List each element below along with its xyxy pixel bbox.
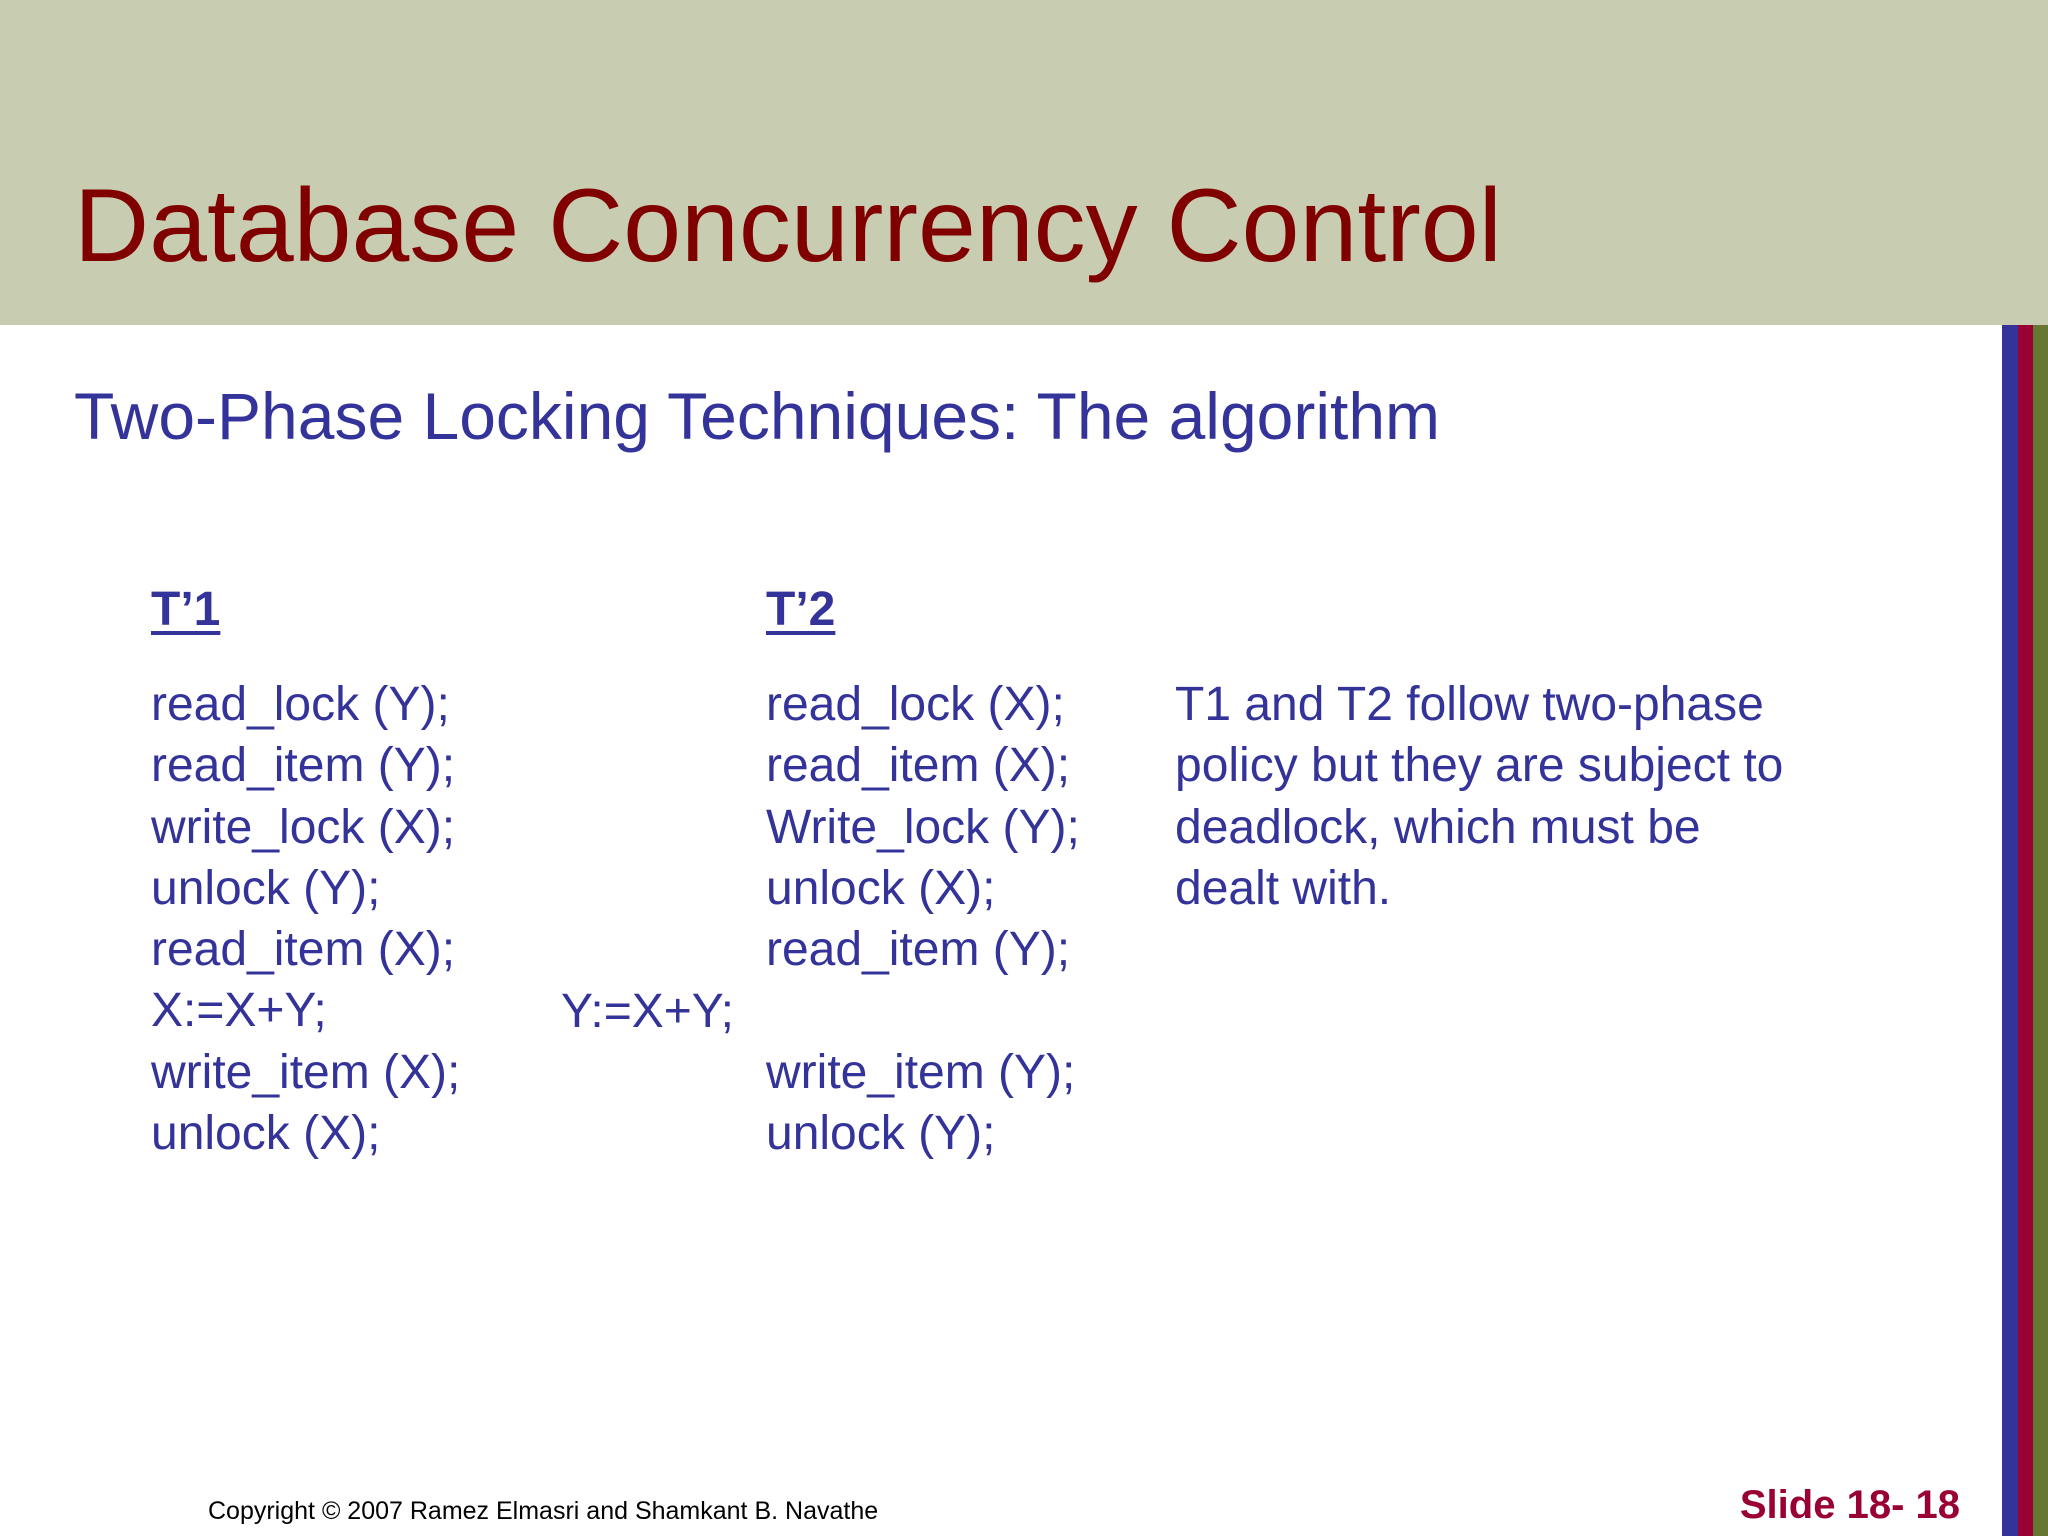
t2-code-line: read_item (Y); — [766, 923, 1071, 977]
t1-code-line: read_item (X); — [151, 923, 456, 977]
t2-code-line: Write_lock (Y); — [766, 800, 1080, 854]
t1-code-line: unlock (Y); — [151, 861, 381, 915]
slide-number: Slide 18- 18 — [1739, 1483, 1960, 1527]
t1-code-line: write_item (X); — [151, 1045, 461, 1099]
copyright-footer: Copyright © 2007 Ramez Elmasri and Shamkant B. Navathe — [208, 1497, 879, 1525]
t2-code-list — [766, 674, 1080, 1164]
t2-code-line: unlock (X); — [766, 861, 996, 915]
t1-code-line: read_item (Y); — [151, 739, 456, 793]
t1-code-line: X:=X+Y; — [151, 984, 327, 1038]
deadlock-note — [1175, 674, 1783, 919]
note-line: dealt with. — [1175, 861, 1392, 915]
t2-code-line — [766, 980, 1080, 1041]
t1-heading: T’1 — [151, 583, 221, 636]
t2-heading: T’2 — [766, 583, 836, 636]
t1-code-line: write_lock (X); — [151, 800, 456, 854]
side-stripe-blue — [2002, 325, 2018, 1536]
side-stripe-red — [2018, 325, 2033, 1536]
t2-code-line: unlock (Y); — [766, 1107, 996, 1161]
note-line: deadlock, which must be — [1175, 800, 1701, 854]
t2-code-line: write_item (Y); — [766, 1045, 1076, 1099]
t1-code-line: unlock (X); — [151, 1107, 381, 1161]
slide-subtitle: Two-Phase Locking Techniques: The algorithm — [74, 379, 1441, 453]
side-stripe-green — [2033, 325, 2048, 1536]
t1-code-line: read_lock (Y); — [151, 678, 450, 731]
t2-code-line: read_item (X); — [766, 739, 1071, 793]
note-line: policy but they are subject to — [1175, 739, 1784, 793]
t1-code-list — [151, 674, 460, 1164]
t2-code-line: read_lock (X); — [766, 678, 1065, 731]
note-line: T1 and T2 follow two-phase — [1175, 678, 1764, 731]
t2-assignment: Y:=X+Y; — [561, 985, 735, 1038]
slide-title: Database Concurrency Control — [74, 168, 1502, 284]
